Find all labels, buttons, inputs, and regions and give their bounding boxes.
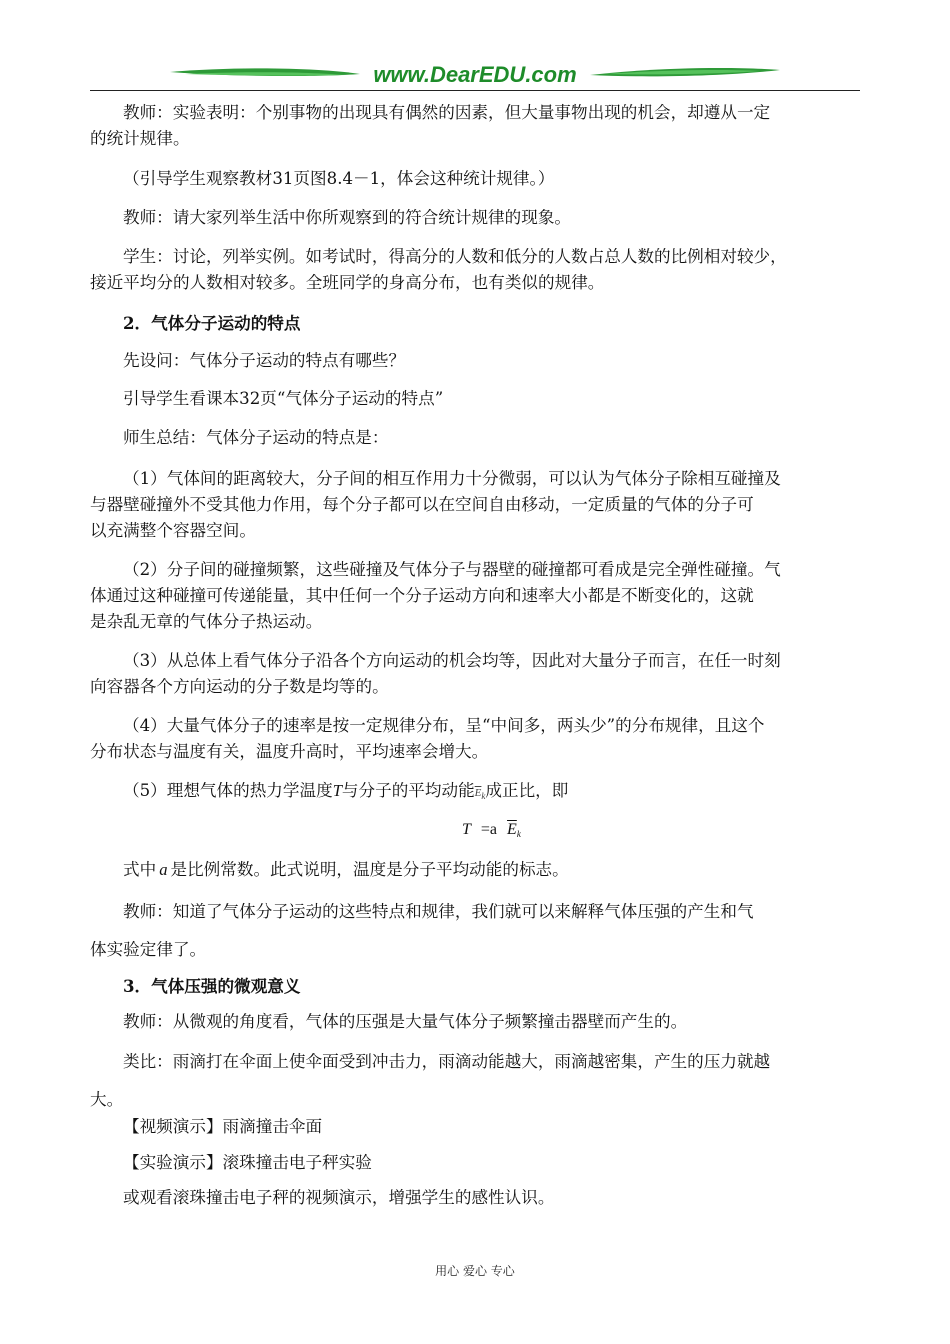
math-symbol-Ek bbox=[475, 787, 486, 799]
text-line: （引导学生观察教材31页图8.4－1，体会这种统计规律。） bbox=[123, 169, 555, 188]
text-line bbox=[90, 778, 862, 809]
logo-text: www.DearEDU.com bbox=[373, 62, 577, 87]
text-line: 师生总结：气体分子运动的特点是： bbox=[123, 428, 389, 447]
math-sub-k: k bbox=[481, 791, 486, 801]
paragraph-teacher-experiment bbox=[90, 100, 862, 152]
text-line: 教师：实验表明：个别事物的出现具有偶然的因素，但大量事物出现的机会，却遵从一定 bbox=[123, 103, 771, 122]
paragraph-guide-observe bbox=[90, 166, 862, 192]
paragraph-question bbox=[90, 348, 862, 374]
text-line: 类比：雨滴打在伞面上使伞面受到冲击力，雨滴动能越大，雨滴越密集，产生的压力就越 bbox=[123, 1052, 771, 1071]
math-symbol-a: a bbox=[159, 860, 168, 879]
site-logo bbox=[90, 60, 860, 94]
paragraph-watch-video bbox=[90, 1185, 862, 1211]
text-line: 与器壁碰撞外不受其他力作用，每个分子都可以在空间自由移动，一定质量的气体的分子可 bbox=[90, 495, 754, 514]
text-line: 教师：从微观的角度看，气体的压强是大量气体分子频繁撞击器壁而产生的。 bbox=[123, 1012, 688, 1031]
text-segment: 式中 bbox=[123, 860, 157, 879]
paragraph-experiment-demo bbox=[90, 1150, 862, 1176]
paragraph-point-5 bbox=[90, 778, 862, 809]
text-line: 先设问：气体分子运动的特点有哪些？ bbox=[123, 351, 406, 370]
text-line: 以充满整个容器空间。 bbox=[90, 521, 256, 540]
eq-Ek bbox=[507, 821, 521, 838]
paragraph-point-4 bbox=[90, 713, 862, 765]
paragraph-constant bbox=[90, 857, 862, 883]
header-logo-banner bbox=[90, 60, 860, 94]
text-line: 大。 bbox=[90, 1090, 124, 1109]
equation-temperature bbox=[462, 820, 521, 844]
paragraph-point-1 bbox=[90, 466, 862, 544]
eq-sub-k: k bbox=[516, 829, 521, 839]
text-line: 学生：讨论，列举实例。如考试时，得高分的人数和低分的人数占总人数的比例相对较少， bbox=[123, 247, 787, 266]
paragraph-point-2 bbox=[90, 557, 862, 635]
header-rule bbox=[90, 90, 860, 91]
text-segment: 与分子的平均动能 bbox=[341, 781, 475, 800]
text-line: 【视频演示】雨滴撞击伞面 bbox=[123, 1117, 323, 1136]
text-segment: 是比例常数。此式说明，温度是分子平均动能的标志。 bbox=[170, 860, 569, 879]
text-line: 教师：请大家列举生活中你所观察到的符合统计规律的现象。 bbox=[123, 208, 572, 227]
text-line: 向容器各个方向运动的分子数是均等的。 bbox=[90, 677, 389, 696]
text-line: （1）气体间的距离较大，分子间的相互作用力十分微弱，可以认为气体分子除相互碰撞及 bbox=[123, 469, 781, 488]
text-segment: 成正比，即 bbox=[485, 781, 569, 800]
text-line: （3）从总体上看气体分子沿各个方向运动的机会均等，因此对大量分子而言，在任一时刻 bbox=[123, 651, 781, 670]
paragraph-teacher-explain bbox=[90, 893, 862, 969]
page-footer: 用心 爱心 专心 bbox=[435, 1264, 515, 1278]
paragraph-analogy bbox=[90, 1043, 862, 1119]
text-line: 引导学生看课本32页“气体分子运动的特点” bbox=[123, 389, 444, 408]
text-line: 体实验定律了。 bbox=[90, 940, 207, 959]
text-segment: （5）理想气体的热力学温度 bbox=[123, 781, 333, 800]
paragraph-point-3 bbox=[90, 648, 862, 700]
text-line: （2）分子间的碰撞频繁，这些碰撞及气体分子与器壁的碰撞都可看成是完全弹性碰撞。气 bbox=[123, 560, 781, 579]
eq-E: $\overline{E}$ bbox=[507, 821, 517, 838]
text-line: 教师：知道了气体分子运动的这些特点和规律，我们就可以来解释气体压强的产生和气 bbox=[123, 902, 754, 921]
section-heading-3 bbox=[90, 973, 862, 999]
text-line: 是杂乱无章的气体分子热运动。 bbox=[90, 612, 323, 631]
heading-text: 3．气体压强的微观意义 bbox=[123, 976, 301, 996]
text-line: 或观看滚珠撞击电子秤的视频演示，增强学生的感性认识。 bbox=[123, 1188, 555, 1207]
eq-equals-a: =a bbox=[480, 821, 498, 838]
heading-text: 2．气体分子运动的特点 bbox=[123, 313, 301, 333]
paragraph-student-discussion bbox=[90, 244, 862, 296]
text-line bbox=[90, 857, 862, 883]
math-symbol-T: T bbox=[332, 781, 342, 800]
text-line: （4）大量气体分子的速率是按一定规律分布，呈“中间多，两头少”的分布规律，且这个 bbox=[123, 716, 765, 735]
text-line: 接近平均分的人数相对较多。全班同学的身高分布，也有类似的规律。 bbox=[90, 273, 605, 292]
paragraph-guide-textbook bbox=[90, 386, 862, 412]
text-line: 体通过这种碰撞可传递能量，其中任何一个分子运动方向和速率大小都是不断变化的，这就 bbox=[90, 586, 754, 605]
section-heading-2 bbox=[90, 310, 862, 336]
paragraph-teacher-ask bbox=[90, 205, 862, 231]
text-line: 的统计规律。 bbox=[90, 129, 190, 148]
paragraph-video-demo bbox=[90, 1114, 862, 1140]
paragraph-teacher-micro bbox=[90, 1009, 862, 1035]
paragraph-summary bbox=[90, 425, 862, 451]
math-E: $\overline{E}$ bbox=[474, 787, 482, 799]
text-line: 【实验演示】滚珠撞击电子秤实验 bbox=[123, 1153, 372, 1172]
text-line: 分布状态与温度有关，温度升高时，平均速率会增大。 bbox=[90, 742, 489, 761]
eq-T: T bbox=[462, 821, 471, 838]
